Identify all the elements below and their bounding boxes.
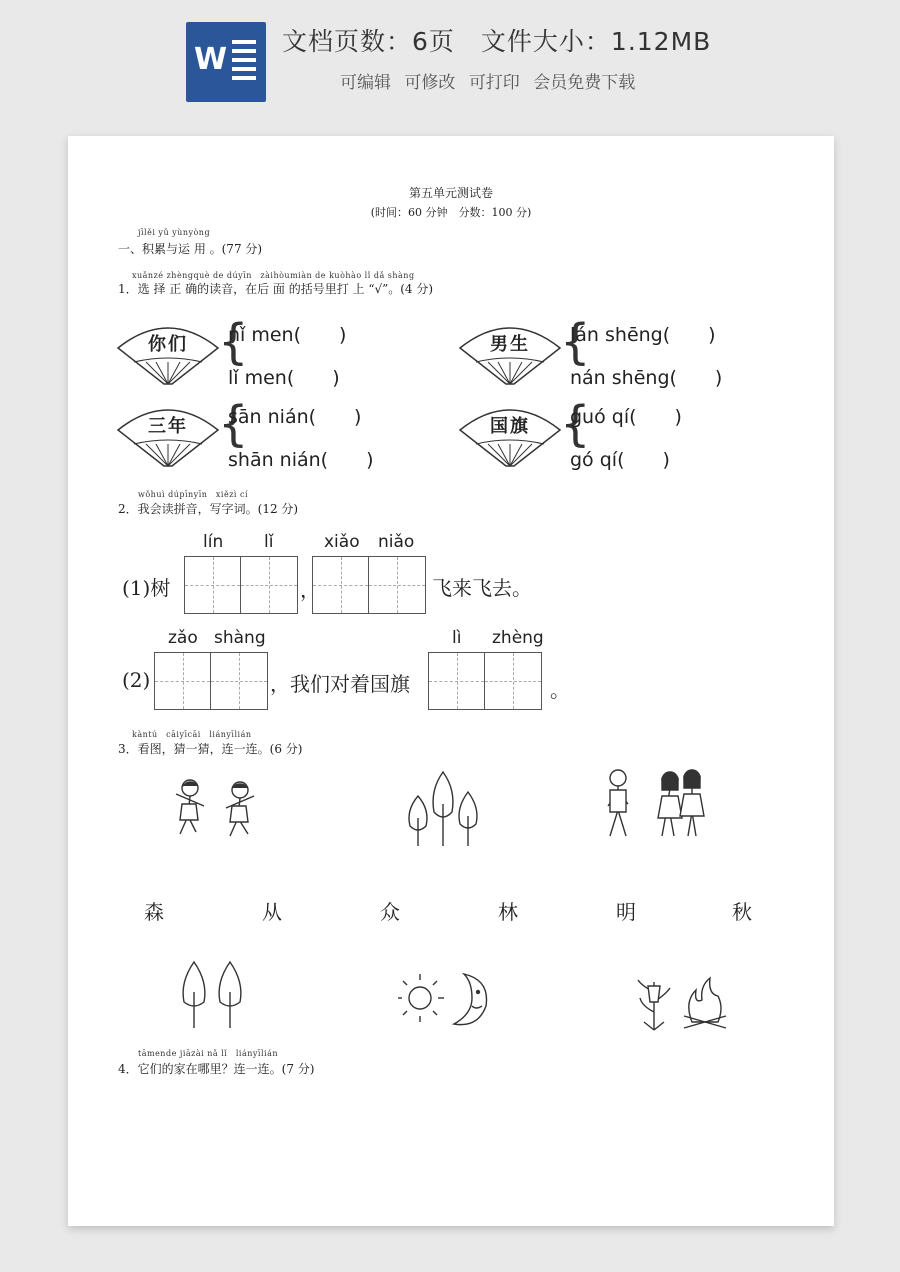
file-size: 文件大小：1.12MB	[480, 27, 712, 56]
answer-character[interactable]: 从	[262, 900, 282, 924]
pinyin-label: lǐ	[264, 532, 274, 552]
q2-line2-suffix: 。	[550, 678, 570, 702]
page-title: 第五单元测试卷	[408, 186, 493, 200]
option-answer[interactable]: nǐ men( )	[228, 324, 347, 346]
q3-heading: 3．看图，猜一猜，连一连。(6 分)	[118, 742, 303, 756]
q2-line1-prefix: (1)树	[122, 576, 171, 600]
brace: {	[218, 396, 249, 452]
brace: {	[218, 314, 249, 370]
q4-pinyin: tāmende jiāzài nǎ lǐ liányīlián	[138, 1049, 278, 1058]
pinyin-label: lín	[203, 532, 224, 552]
tag-editable: 可编辑	[340, 73, 391, 93]
corn-and-fire-picture	[634, 972, 730, 1032]
two-children-walking-picture	[168, 776, 272, 850]
fan-illustration	[116, 400, 220, 470]
q2-line2-middle: ，我们对着国旗	[270, 672, 410, 696]
fan-word: 你们	[148, 334, 188, 355]
pinyin-label: zhèng	[492, 628, 544, 648]
page-count: 文档页数：6页	[282, 27, 455, 56]
writing-grid[interactable]	[154, 652, 268, 710]
pinyin-label: shàng	[214, 628, 266, 648]
three-people-picture	[596, 766, 720, 852]
fan-word: 男生	[490, 334, 530, 355]
fan-illustration	[458, 318, 562, 388]
document-page	[68, 136, 834, 1226]
option-answer[interactable]: guó qí( )	[570, 406, 682, 428]
q2-heading: 2．我会读拼音，写字词。(12 分)	[118, 502, 299, 516]
option-answer[interactable]: lán shēng( )	[570, 324, 716, 346]
answer-character[interactable]: 众	[380, 900, 400, 924]
tag-printable: 可打印	[468, 73, 520, 93]
page-subtitle: (时间：60 分钟 分数：100 分)	[370, 206, 532, 219]
pinyin-label: xiǎo	[324, 532, 360, 552]
word-document-icon: W	[186, 22, 266, 102]
section1-pinyin: jīlěi yǔ yùnyòng	[138, 228, 211, 237]
option-answer[interactable]: lǐ men( )	[228, 367, 340, 389]
answer-character[interactable]: 秋	[732, 900, 752, 924]
section1-heading: 一、积累与运 用 。(77 分)	[118, 242, 263, 256]
answer-character[interactable]: 林	[498, 900, 518, 924]
q3-pinyin: kàntú cāiyīcāi liányīlián	[132, 730, 252, 739]
q2-line2-prefix: (2)	[122, 668, 151, 692]
brace: {	[560, 314, 591, 370]
pinyin-label: zǎo	[168, 628, 198, 648]
q1-heading: 1．选 择 正 确的读音，在后 面 的括号里打 上 “√”。(4 分)	[118, 282, 434, 296]
document-meta	[282, 22, 737, 58]
tag-member-download: 会员免费下载	[533, 73, 636, 93]
pinyin-label: niǎo	[378, 532, 415, 552]
fan-word: 三年	[148, 416, 188, 437]
pinyin-label: lì	[452, 628, 462, 648]
document-info-banner	[0, 0, 900, 130]
q4-heading: 4．它们的家在哪里？连一连。(7 分)	[118, 1062, 315, 1076]
option-answer[interactable]: sān nián( )	[228, 406, 362, 428]
answer-character[interactable]: 明	[616, 900, 636, 924]
q1-pinyin: xuǎnzé zhèngquè de dúyīn zàihòumiàn de kuòhào lǐ dǎ shàng	[132, 271, 415, 280]
option-answer[interactable]: nán shēng( )	[570, 367, 723, 389]
writing-grid[interactable]	[184, 556, 298, 614]
two-trees-picture	[174, 956, 250, 1032]
option-answer[interactable]: gó qí( )	[570, 449, 670, 471]
fan-illustration	[116, 318, 220, 388]
brace: {	[560, 396, 591, 452]
q2-line1-suffix: 飞来飞去。	[432, 576, 532, 600]
writing-grid[interactable]	[428, 652, 542, 710]
answer-character[interactable]: 森	[144, 900, 164, 924]
fan-word: 国旗	[490, 416, 530, 437]
tag-modifiable: 可修改	[404, 73, 456, 93]
writing-grid[interactable]	[312, 556, 426, 614]
three-trees-picture	[400, 766, 486, 852]
q2-line1-comma: ，	[300, 578, 320, 602]
sun-and-moon-picture	[398, 972, 494, 1032]
feature-tags	[340, 68, 643, 93]
q2-pinyin: wǒhuì dúpīnyīn xiězì cí	[138, 490, 249, 499]
fan-illustration	[458, 400, 562, 470]
option-answer[interactable]: shān nián( )	[228, 449, 374, 471]
